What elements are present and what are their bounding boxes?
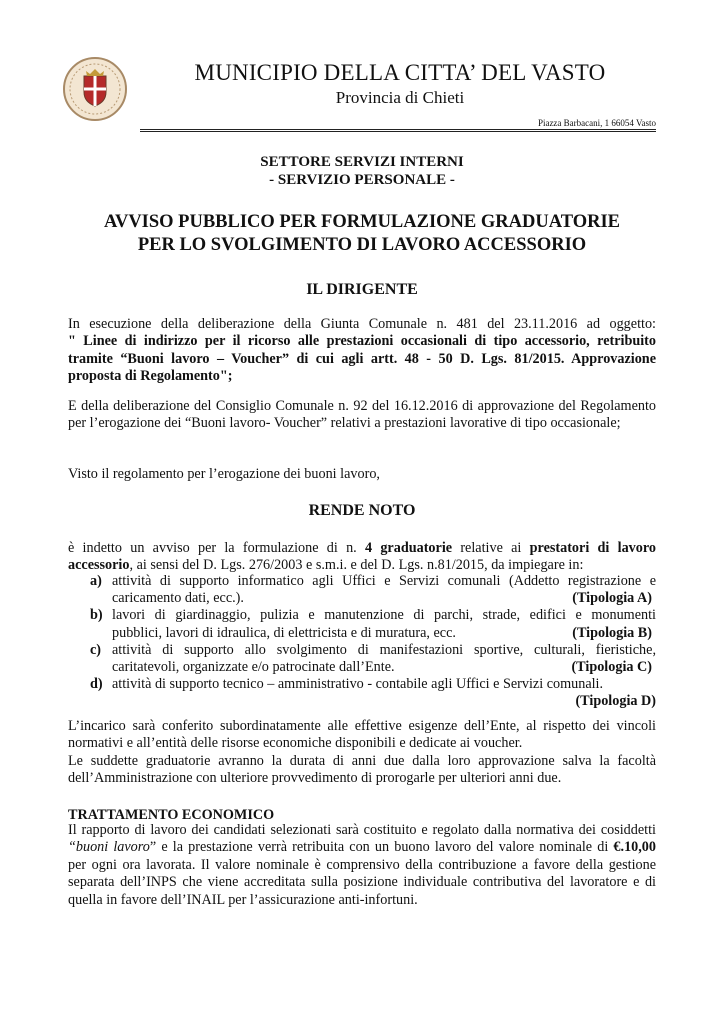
list-item: c) attività di supporto allo svolgimento di manifestazioni sportive, culturali, fieristiche, caritatevoli, organizzate e/o patrocinate dall’Ente. (Tipologia C) (90, 641, 656, 676)
municipality-address: Piazza Barbacani, 1 66054 Vasto (537, 118, 656, 128)
notice-title: AVVISO PUBBLICO PER FORMULAZIONE GRADUATORIE (103, 212, 620, 232)
dirigente-heading: IL DIRIGENTE (306, 281, 418, 298)
service-heading: - SERVIZIO PERSONALE - (269, 172, 455, 188)
list-item: d) attività di supporto tecnico – amministrativo - contabile agli Uffici e Servizi comunali. (Tipologia D) (90, 676, 656, 710)
trattamento-heading: TRATTAMENTO ECONOMICO (68, 807, 275, 823)
municipality-title: MUNICIPIO DELLA CITTA’ DEL VASTO (194, 60, 606, 85)
notice-title: PER LO SVOLGIMENTO DI LAVORO ACCESSORIO (137, 235, 587, 255)
province-subtitle: Provincia di Chieti (335, 88, 465, 107)
sector-heading: SETTORE SERVIZI INTERNI (260, 154, 464, 170)
list-item: b) lavori di giardinaggio, pulizia e manutenzione di parchi, strade, edifici e monumenti pubblici, lavori di idraulica, di elettricista e di muratura, ecc. (Tipologia B) (90, 607, 656, 641)
typology-list (90, 573, 656, 711)
council-paragraph: E della deliberazione del Consiglio Comunale n. 92 del 16.12.2016 di approvazione del Regolamento per l’erogazione dei “Buoni lavoro- Voucher” relativi a prestazioni lavorative di tipo occasionale; (68, 398, 656, 432)
header-rule (140, 131, 656, 132)
deliberation-paragraph: In esecuzione della deliberazione della Giunta Comunale n. 481 del 23.11.2016 ad oggetto: " Linee di indirizzo per il ricorso alle prestazioni occasionali di tipo accessorio, retribuito tramite “Buoni lavoro – Voucher” di cui agli artt. 48 - 50 D. Lgs. 81/2015. Approvazione proposta di Regolamento"; (68, 316, 656, 385)
header-rule (140, 129, 656, 130)
announcement-paragraph: è indetto un avviso per la formulazione di n. 4 graduatorie relative ai prestatori di lavoro accessorio, ai sensi del D. Lgs. 276/2003 e s.m.i. e del D. Lgs. n.81/2015, da impiegare in: (68, 540, 656, 574)
trattamento-paragraph: Il rapporto di lavoro dei candidati selezionati sarà costituito e regolato dalla normativa dei cosiddetti “buoni lavoro” e la prestazione verrà retribuita con un buono lavoro del valore nominale di €.10,00 per ogni ora lavorata. Il valore nominale è comprensivo della contribuzione a favore della gestione separata dell’INPS che viene accreditata sulla posizione individuale contributiva del lavoratore e di quella in favore dell’INAIL per l’assicurazione anti-infortuni. (68, 822, 656, 908)
city-crest-seal-icon (62, 56, 128, 122)
regulation-paragraph: Visto il regolamento per l’erogazione dei buoni lavoro, (68, 466, 380, 482)
list-item: a) attività di supporto informatico agli Uffici e Servizi comunali (Addetto registrazione e caricamento dati, ecc.). (Tipologia A) (90, 573, 656, 607)
rende-noto-heading: RENDE NOTO (308, 502, 416, 519)
assignment-paragraph: L’incarico sarà conferito subordinatamente alle effettive esigenze dell’Ente, al rispetto dei vincoli normativi e all’entità delle risorse economiche disponibili e dedicate ai voucher. Le suddette graduatorie avranno la durata di anni due dalla loro approvazione salva la facoltà dell’Amministrazione con ulteriore provvedimento di prorogarle per ulteriori anni due. (68, 718, 656, 787)
